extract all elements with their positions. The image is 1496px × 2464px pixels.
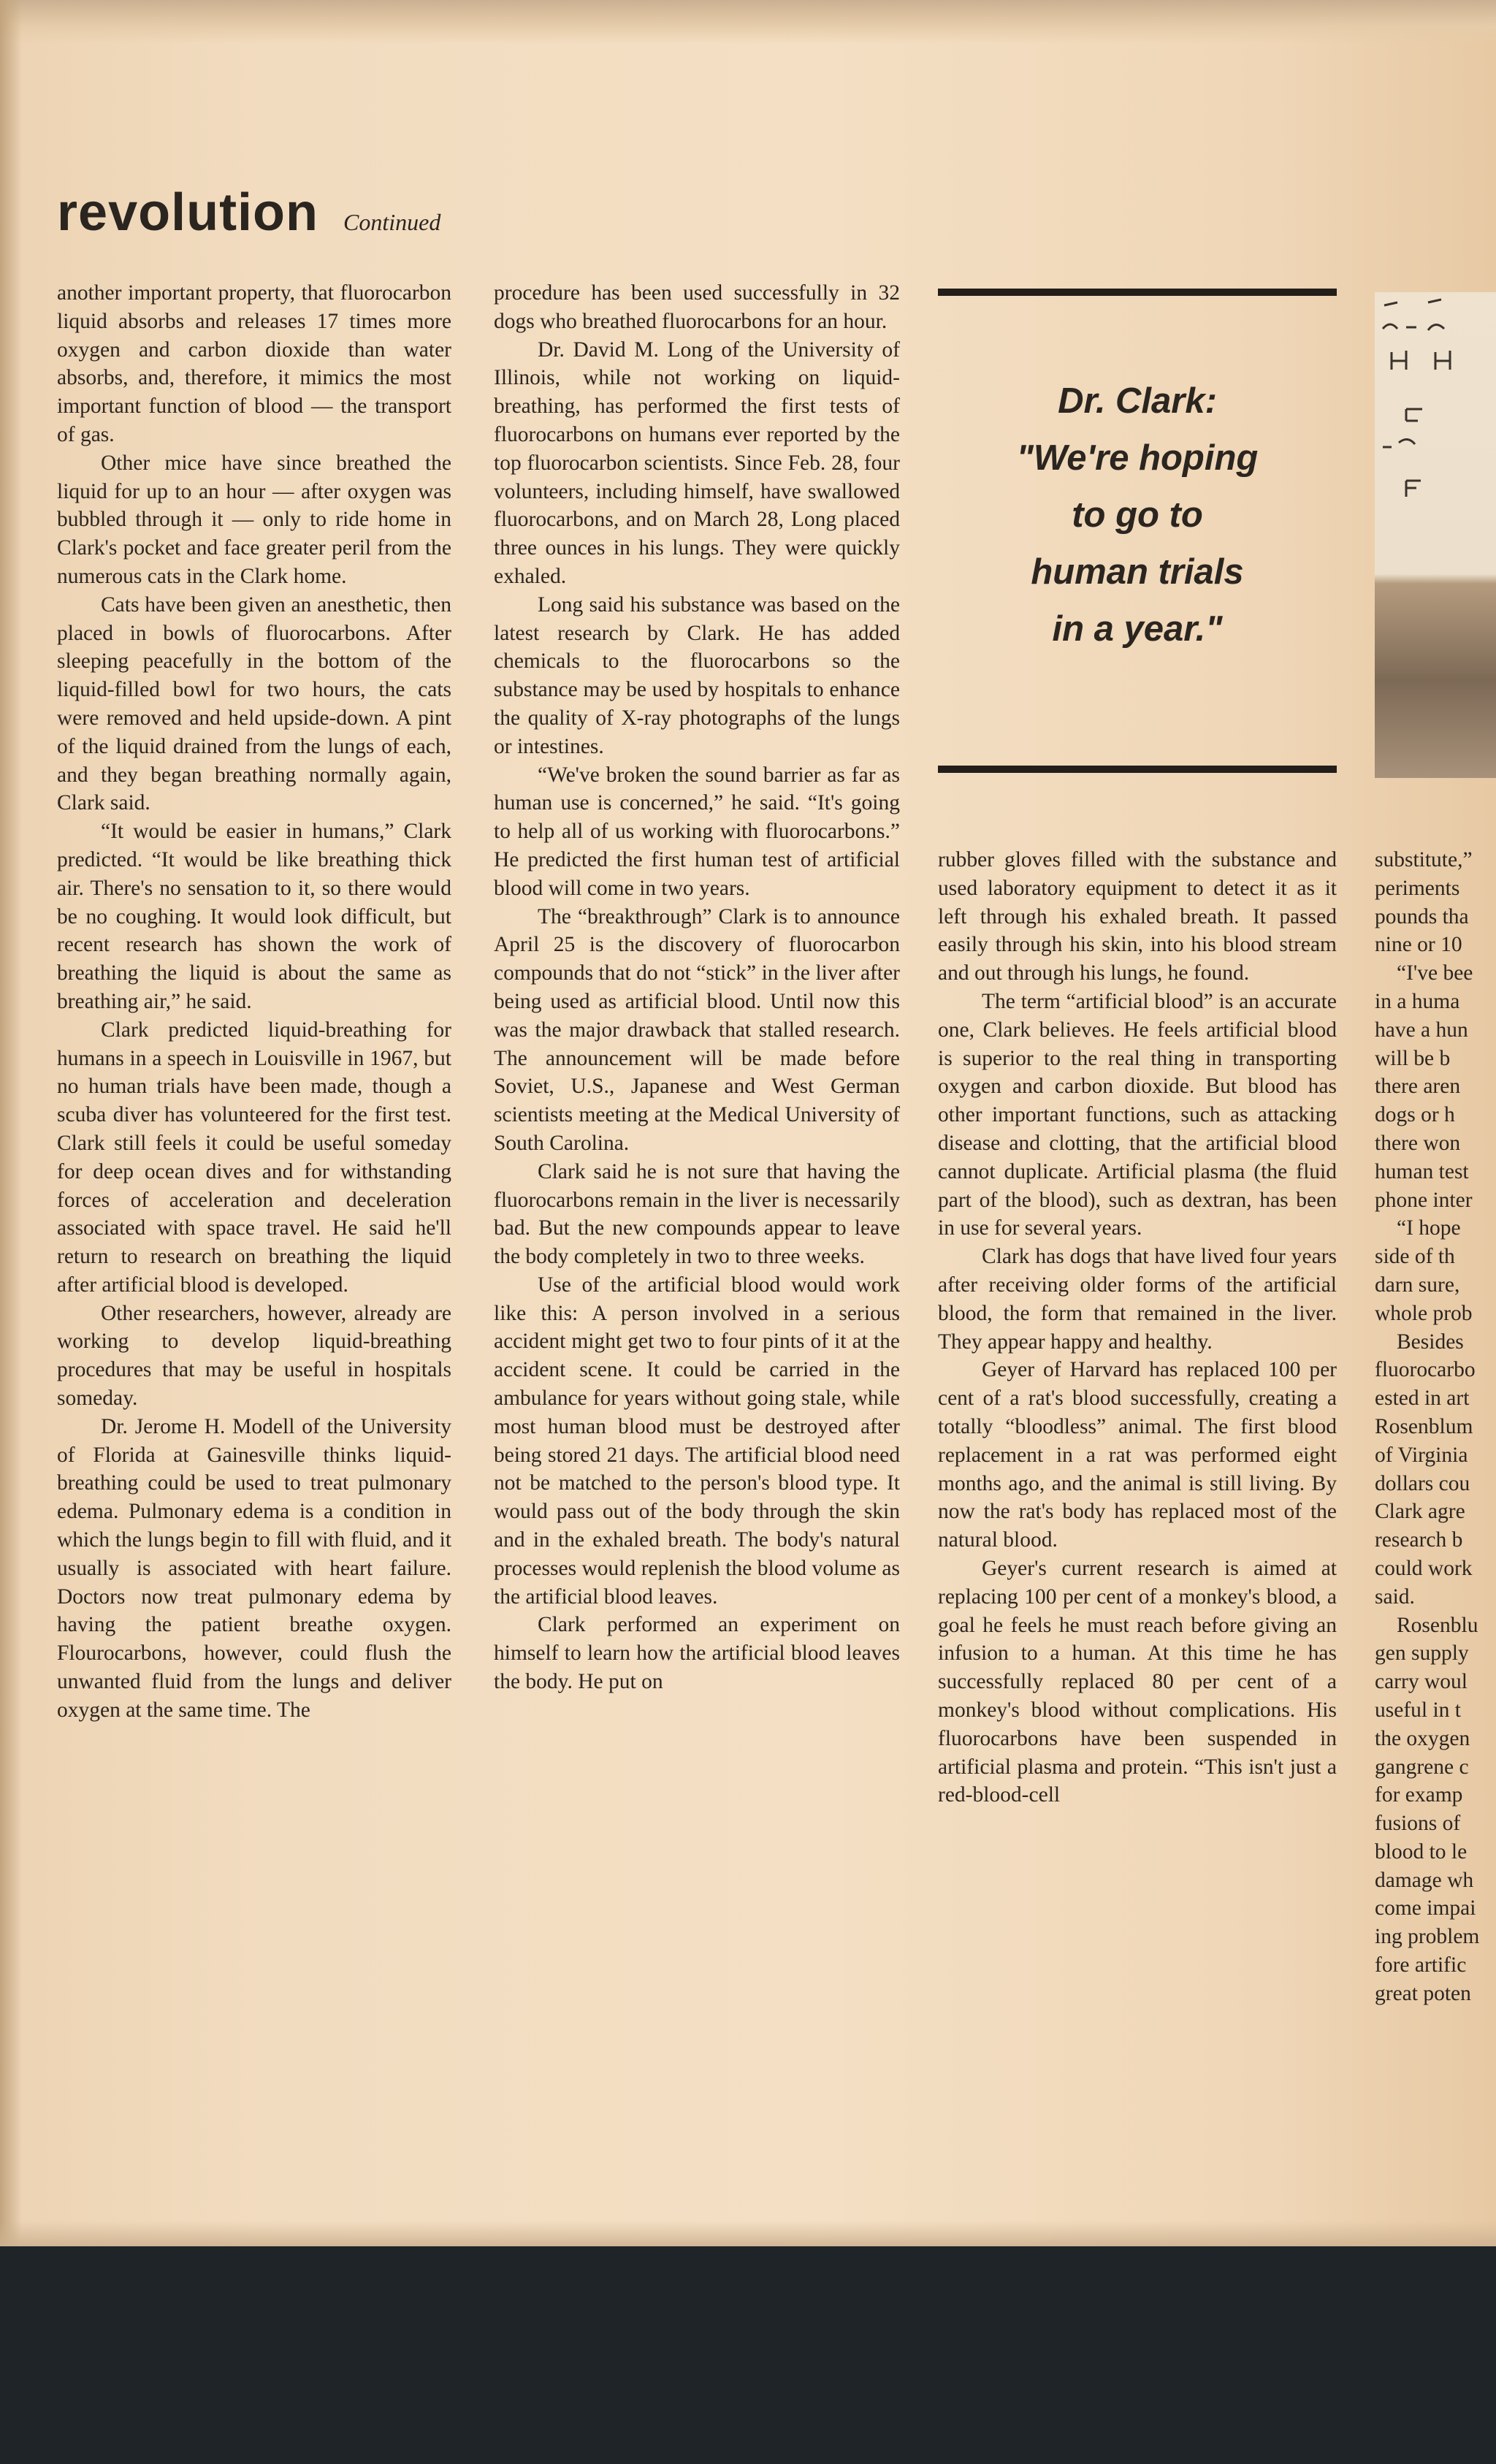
line: Rosenblu <box>1397 1613 1478 1637</box>
paragraph: Clark has dogs that have lived four years after receiving older forms of the artificial blood, the form that remained in the liver. They appear happy and healthy. <box>938 1245 1337 1354</box>
paragraph: Geyer of Harvard has replaced 100 per cent of a rat's blood successfully, creating a totally “bloodless” animal. The first blood replacement in a rat was performed eight months ago, and the animal is still living. By now the rat's body has replaced most of the natural blood. <box>938 1358 1337 1552</box>
line: Clark agre <box>1375 1500 1465 1524</box>
paragraph: “It would be easier in humans,” Clark predicted. “It would be like breathing thick air. There's no sensation to it, so there would be no coughing. It would look difficult, but recent research has shown the work of breathing the liquid is about the same as breathing air,” he said. <box>57 820 451 1013</box>
line: whole prob <box>1375 1301 1473 1325</box>
line: said. <box>1375 1584 1415 1609</box>
line: side of th <box>1375 1245 1455 1269</box>
line: ing problem <box>1375 1925 1480 1949</box>
paragraph: Other mice have since breathed the liquid for up to an hour — after oxygen was bubbled through it — only to ride home in Clark's pocket and face greater peril from the numerous cats in the Clark home. <box>57 451 451 588</box>
article-column-3 <box>938 846 1337 1809</box>
line: phone inter <box>1375 1188 1473 1212</box>
line: human test <box>1375 1159 1469 1183</box>
line: darn sure, <box>1375 1273 1460 1297</box>
line: fusions of <box>1375 1812 1461 1836</box>
line: will be b <box>1375 1046 1451 1070</box>
pullquote-line: Dr. Clark: <box>1058 381 1217 421</box>
paragraph: The term “artificial blood” is an accurate one, Clark believes. He feels artificial blood is superior to the real thing in transporting oxygen and carbon dioxide. But blood has other important functions, such as attacking disease and clotting, that the artificial blood cannot duplicate. Artificial plasma (the fluid part of the blood), such as dextran, has been in use for several years. <box>938 989 1337 1240</box>
line: could work <box>1375 1556 1473 1580</box>
pullquote <box>938 373 1337 657</box>
line: pounds tha <box>1375 904 1469 928</box>
paragraph: Geyer's current research is aimed at replacing 100 per cent of a monkey's blood, a goal he feels he must reach before giving an infusion to a human. At this time he has successfully replaced 80 per cent of a monkey's blood without complications. His fluorocarbons have been suspended in artificial plasma and protein. “This isn't just a red-blood-cell <box>938 1556 1337 1807</box>
article-column-4-cropped <box>1375 846 1496 2088</box>
pullquote-bottom-rule <box>938 766 1337 773</box>
paragraph: Long said his substance was based on the latest research by Clark. He has added chemicals to the fluorocarbons so the substance may be used by hospitals to enhance the quality of X-ray photographs of the lungs or intestines. <box>494 592 900 758</box>
paragraph: Other researchers, however, already are working to develop liquid-breathing procedures that may be useful in hospitals someday. <box>57 1301 451 1411</box>
line: substitute,” <box>1375 848 1473 871</box>
line: ested in art <box>1375 1387 1470 1411</box>
line: research b <box>1375 1528 1463 1552</box>
page-top-edge <box>0 0 1496 44</box>
paragraph: Dr. Jerome H. Modell of the University of Florida at Gainesville thinks liquid-breathing could be used to treat pulmonary edema. Pulmonary edema is a condition in which the lungs begin to fill with fluid, and it usually is associated with heart failure. Doctors now treat pulmonary edema by having the patient breathe oxygen. Flourocarbons, however, could flush the unwanted fluid from the lungs and deliver oxygen at the same time. The <box>57 1414 451 1722</box>
line: for examp <box>1375 1783 1463 1807</box>
line: great poten <box>1375 1981 1471 2005</box>
paragraph: Clark performed an experiment on himself to learn how the artificial blood leaves the body. He put on <box>494 1613 900 1694</box>
line: of Virginia <box>1375 1443 1468 1467</box>
paragraph: Dr. David M. Long of the University of Illinois, while not working on liquid-breathing, has performed the first tests of fluorocarbons on humans ever reported by the top fluorocarbon scientists. Since Feb. 28, four volunteers, including himself, have swallowed fluorocarbons, and on March 28, Long placed three ounces in his lungs. They were quickly exhaled. <box>494 337 900 588</box>
paragraph: another important property, that fluorocarbon liquid absorbs and releases 17 times more oxygen and carbon dioxide than water absorbs, and, therefore, it mimics the most important function of blood — the transport of gas. <box>57 281 451 446</box>
paragraph: “We've broken the sound barrier as far as human use is concerned,” he said. “It's going to help all of us working with fluorocarbons.” He predicted the first human test of artificial blood will come in two years. <box>494 763 900 900</box>
line: fore artific <box>1375 1953 1467 1977</box>
line: carry woul <box>1375 1670 1468 1694</box>
section-title: revolution <box>57 183 319 242</box>
paragraph: Clark predicted liquid-breathing for humans in a speech in Louisville in 1967, but no human trials have been made, though a scuba diver has volunteered for the first test. Clark still feels it could be useful someday for deep ocean dives and for withstanding forces of acceleration and deceleration associated with space travel. He said he'll return to research on breathing the liquid after artificial blood is developed. <box>57 1018 451 1297</box>
line: have a hun <box>1375 1018 1468 1042</box>
paragraph: Use of the artificial blood would work like this: A person involved in a serious accident might get two to four pints of it at the accident scene. It could be carried in the ambulance for years without going stale, while most human blood must be destroyed after being stored 21 days. The artificial blood need not be matched to the person's blood type. It would pass out of the body through the skin and in the exhaled breath. The body's natural processes would replenish the blood volume as the artificial blood leaves. <box>494 1273 900 1609</box>
line: Besides <box>1397 1330 1464 1354</box>
line: fluorocarbo <box>1375 1358 1476 1382</box>
line: useful in t <box>1375 1698 1461 1722</box>
article-column-1 <box>57 279 451 1725</box>
line: there won <box>1375 1131 1461 1155</box>
line: nine or 10 <box>1375 933 1462 957</box>
page-bottom-fold <box>0 2221 1496 2246</box>
paragraph: procedure has been used successfully in 32 dogs who breathed fluorocarbons for an hour. <box>494 281 900 333</box>
paragraph: The “breakthrough” Clark is to announce April 25 is the discovery of fluorocarbon compounds that do not “stick” in the liver after being used as artificial blood. Until now this was the major drawback that stalled research. The announcement will be made before Soviet, U.S., Japanese and West German scientists meeting at the Medical University of South Carolina. <box>494 904 900 1155</box>
line: there aren <box>1375 1075 1461 1099</box>
paragraph: Cats have been given an anesthetic, then placed in bowls of fluorocarbons. After sleeping peacefully in the bottom of the liquid-filled bowl for two hours, the cats were removed and held upside-down. A pint of the liquid drained from the lungs of each, and they began breathing normally again, Clark said. <box>57 592 451 815</box>
line: Rosenblum <box>1375 1414 1473 1438</box>
line: the oxygen <box>1375 1726 1470 1750</box>
paragraph: rubber gloves filled with the substance and used laboratory equipment to detect it as it left through his exhaled breath. It passed easily through his skin, into his blood stream and out through his lungs, he found. <box>938 848 1337 985</box>
line: “I hope <box>1397 1216 1461 1240</box>
line: dogs or h <box>1375 1103 1455 1127</box>
line: come impai <box>1375 1896 1476 1921</box>
pullquote-top-rule <box>938 289 1337 296</box>
line: periments <box>1375 876 1460 900</box>
section-header <box>57 183 440 248</box>
paragraph: Clark said he is not sure that having the fluorocarbons remain in the liver is necessarily bad. But the new compounds appear to leave the body completely in two to three weeks. <box>494 1159 900 1269</box>
line: blood to le <box>1375 1839 1468 1864</box>
line: “I've bee <box>1397 961 1473 985</box>
pullquote-line: to go to <box>1072 495 1203 535</box>
line: damage wh <box>1375 1868 1474 1892</box>
pullquote-line: human trials <box>1031 552 1244 592</box>
line: dollars cou <box>1375 1471 1470 1495</box>
page-left-shadow <box>0 0 22 2246</box>
line: gen supply <box>1375 1641 1469 1666</box>
line: in a huma <box>1375 989 1460 1013</box>
pullquote-line: in a year." <box>1052 609 1223 649</box>
article-column-2 <box>494 279 900 1696</box>
chalkboard-writing-image <box>1377 292 1494 555</box>
pullquote-line: "We're hoping <box>1016 438 1259 478</box>
line: gangrene c <box>1375 1755 1469 1779</box>
continued-label: Continued <box>343 209 441 235</box>
